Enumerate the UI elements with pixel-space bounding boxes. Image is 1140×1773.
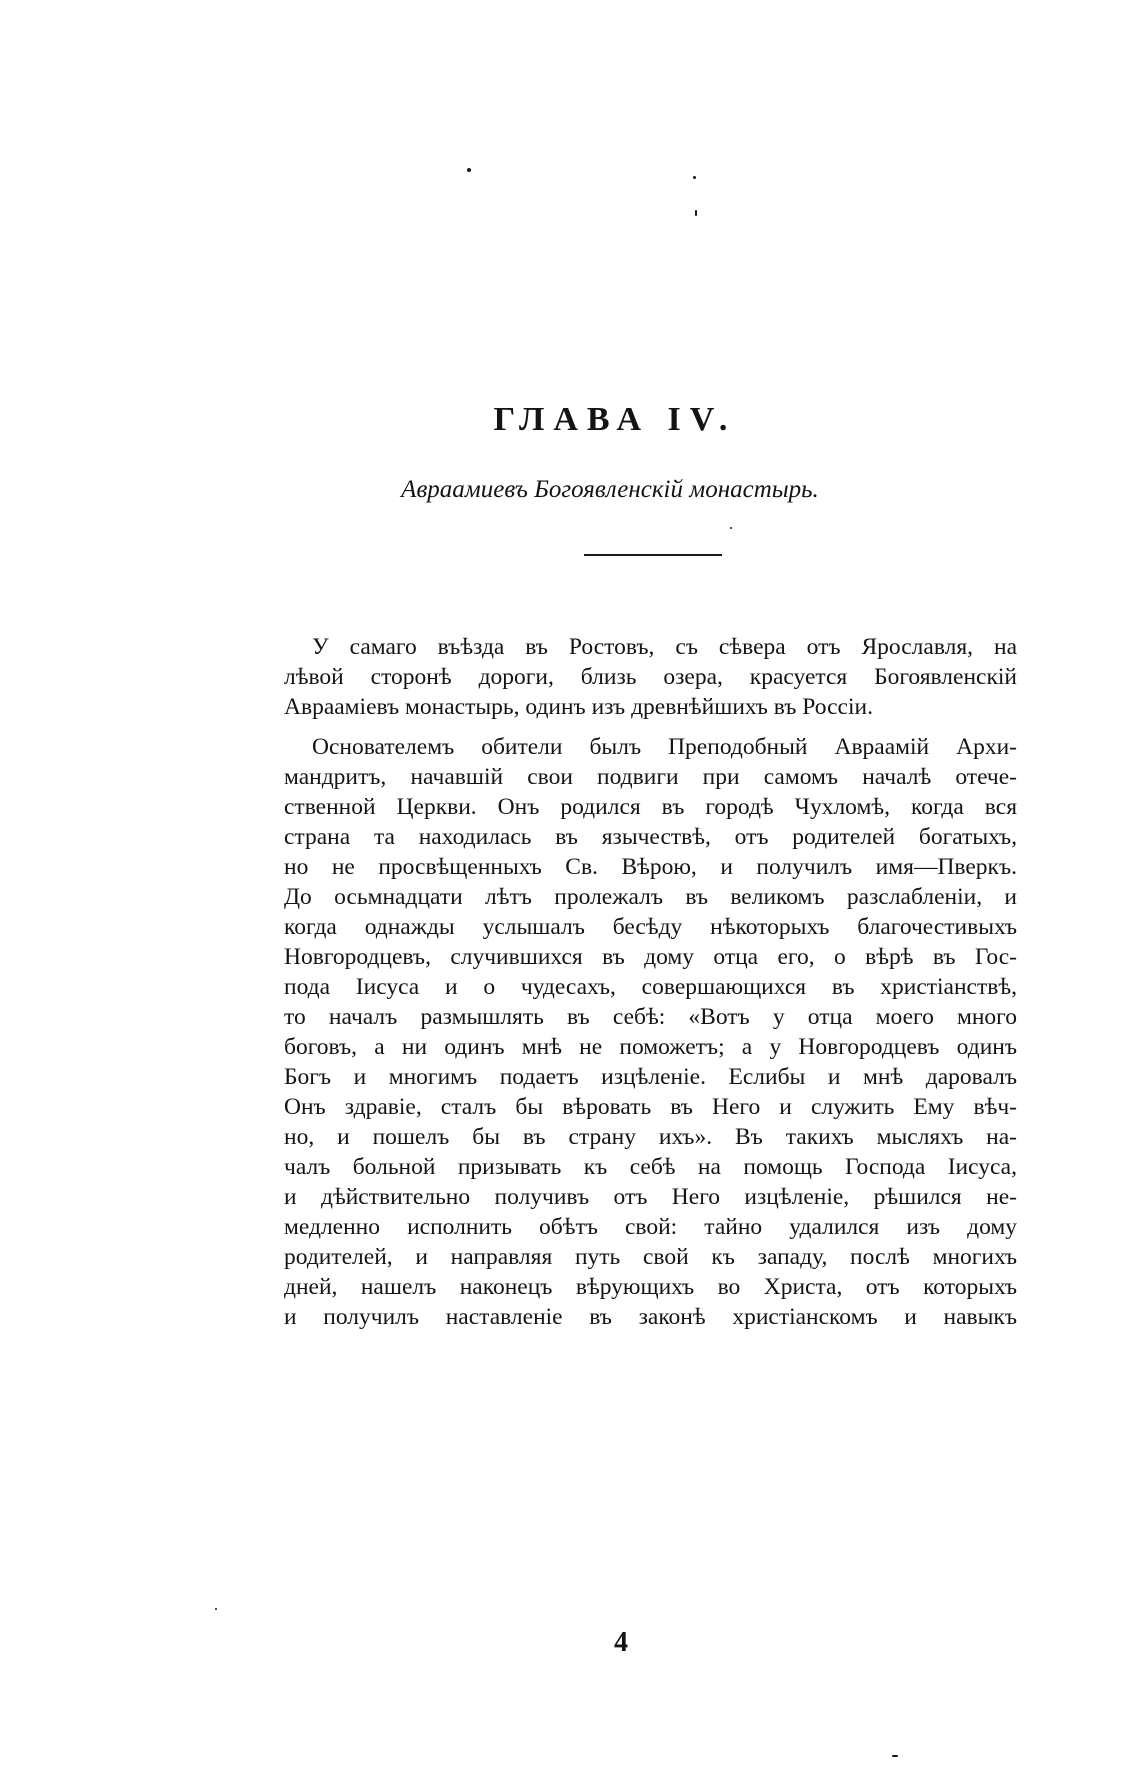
text-line: У самаго въѣзда въ Ростовъ, съ сѣвера отъ Ярославля, на xyxy=(312,634,1017,660)
text-line: Основателемъ обители былъ Преподобный Авраамiй Архи- xyxy=(312,734,1017,760)
text-line: чалъ больной призывать къ себѣ на помощь Господа Iисуса, xyxy=(284,1154,1017,1180)
chapter-body xyxy=(284,632,1017,1332)
scan-speck xyxy=(892,1755,898,1757)
scan-speck xyxy=(693,176,696,179)
text-line: пода Iисуса и о чудесахъ, совершающихся въ христiанствѣ, xyxy=(284,974,1017,1000)
text-line: медленно исполнить обѣтъ свой: тайно удалился изъ дому xyxy=(284,1214,1017,1240)
scan-speck xyxy=(730,527,732,529)
text-line: когда однажды услышалъ бесѣду нѣкоторыхъ благочестивыхъ xyxy=(284,914,1017,940)
paragraph-1 xyxy=(284,632,1017,722)
text-line: Новгородцевъ, случившихся въ дому отца его, о вѣрѣ въ Гос- xyxy=(284,944,1017,970)
text-line: но не просвѣщенныхъ Св. Вѣрою, и получилъ имя—Пверкъ. xyxy=(284,854,1017,880)
scan-speck xyxy=(215,1608,217,1610)
text-line: дней, нашелъ наконецъ вѣрующихъ во Христа, отъ которыхъ xyxy=(284,1274,1017,1300)
text-line: боговъ, а ни одинъ мнѣ не поможетъ; а у Новгородцевъ одинъ xyxy=(284,1034,1017,1060)
chapter-title: ГЛАВА IV. xyxy=(493,401,737,438)
text-line: и дѣйствительно получивъ отъ Него изцѣленіе, рѣшился не- xyxy=(284,1184,1017,1210)
page-signature-mark: 4 xyxy=(614,1627,628,1658)
text-line: До осьмнадцати лѣтъ пролежалъ въ великомъ разслабленiи, и xyxy=(284,884,1017,910)
text-line: лѣвой сторонѣ дороги, близь озера, красуется Богоявленскій xyxy=(284,664,1017,690)
text-line: Богъ и многимъ подаетъ изцѣленіе. Еслибы и мнѣ даровалъ xyxy=(284,1064,1017,1090)
text-line: и получилъ наставленіе въ законѣ христiанскомъ и навыкъ xyxy=(284,1304,1017,1330)
scan-speck xyxy=(467,168,471,172)
text-line: страна та находилась въ язычествѣ, отъ родителей богатыхъ, xyxy=(284,824,1017,850)
text-line: мандритъ, начавшій свои подвиги при самомъ началѣ отече- xyxy=(284,764,1017,790)
text-line: Онъ здравіе, сталъ бы вѣровать въ Него и служить Ему вѣч- xyxy=(284,1094,1017,1120)
text-line: то началъ размышлять въ себѣ: «Вотъ у отца моего много xyxy=(284,1004,1017,1030)
text-line: родителей, и направляя путь свой къ западу, послѣ многихъ xyxy=(284,1244,1017,1270)
chapter-subtitle: Авраамиевъ Богоявленскій монастырь. xyxy=(401,476,819,503)
paragraph-2 xyxy=(284,732,1017,1332)
title-divider xyxy=(584,554,722,556)
text-line: Авраамiевъ монастырь, одинъ изъ древнѣйшихъ въ Россiи. xyxy=(284,694,873,720)
text-line: ственной Церкви. Онъ родился въ городѣ Чухломѣ, когда вся xyxy=(284,794,1017,820)
text-line: но, и пошелъ бы въ страну ихъ». Въ такихъ мысляхъ на- xyxy=(284,1124,1017,1150)
scan-speck xyxy=(695,210,697,216)
